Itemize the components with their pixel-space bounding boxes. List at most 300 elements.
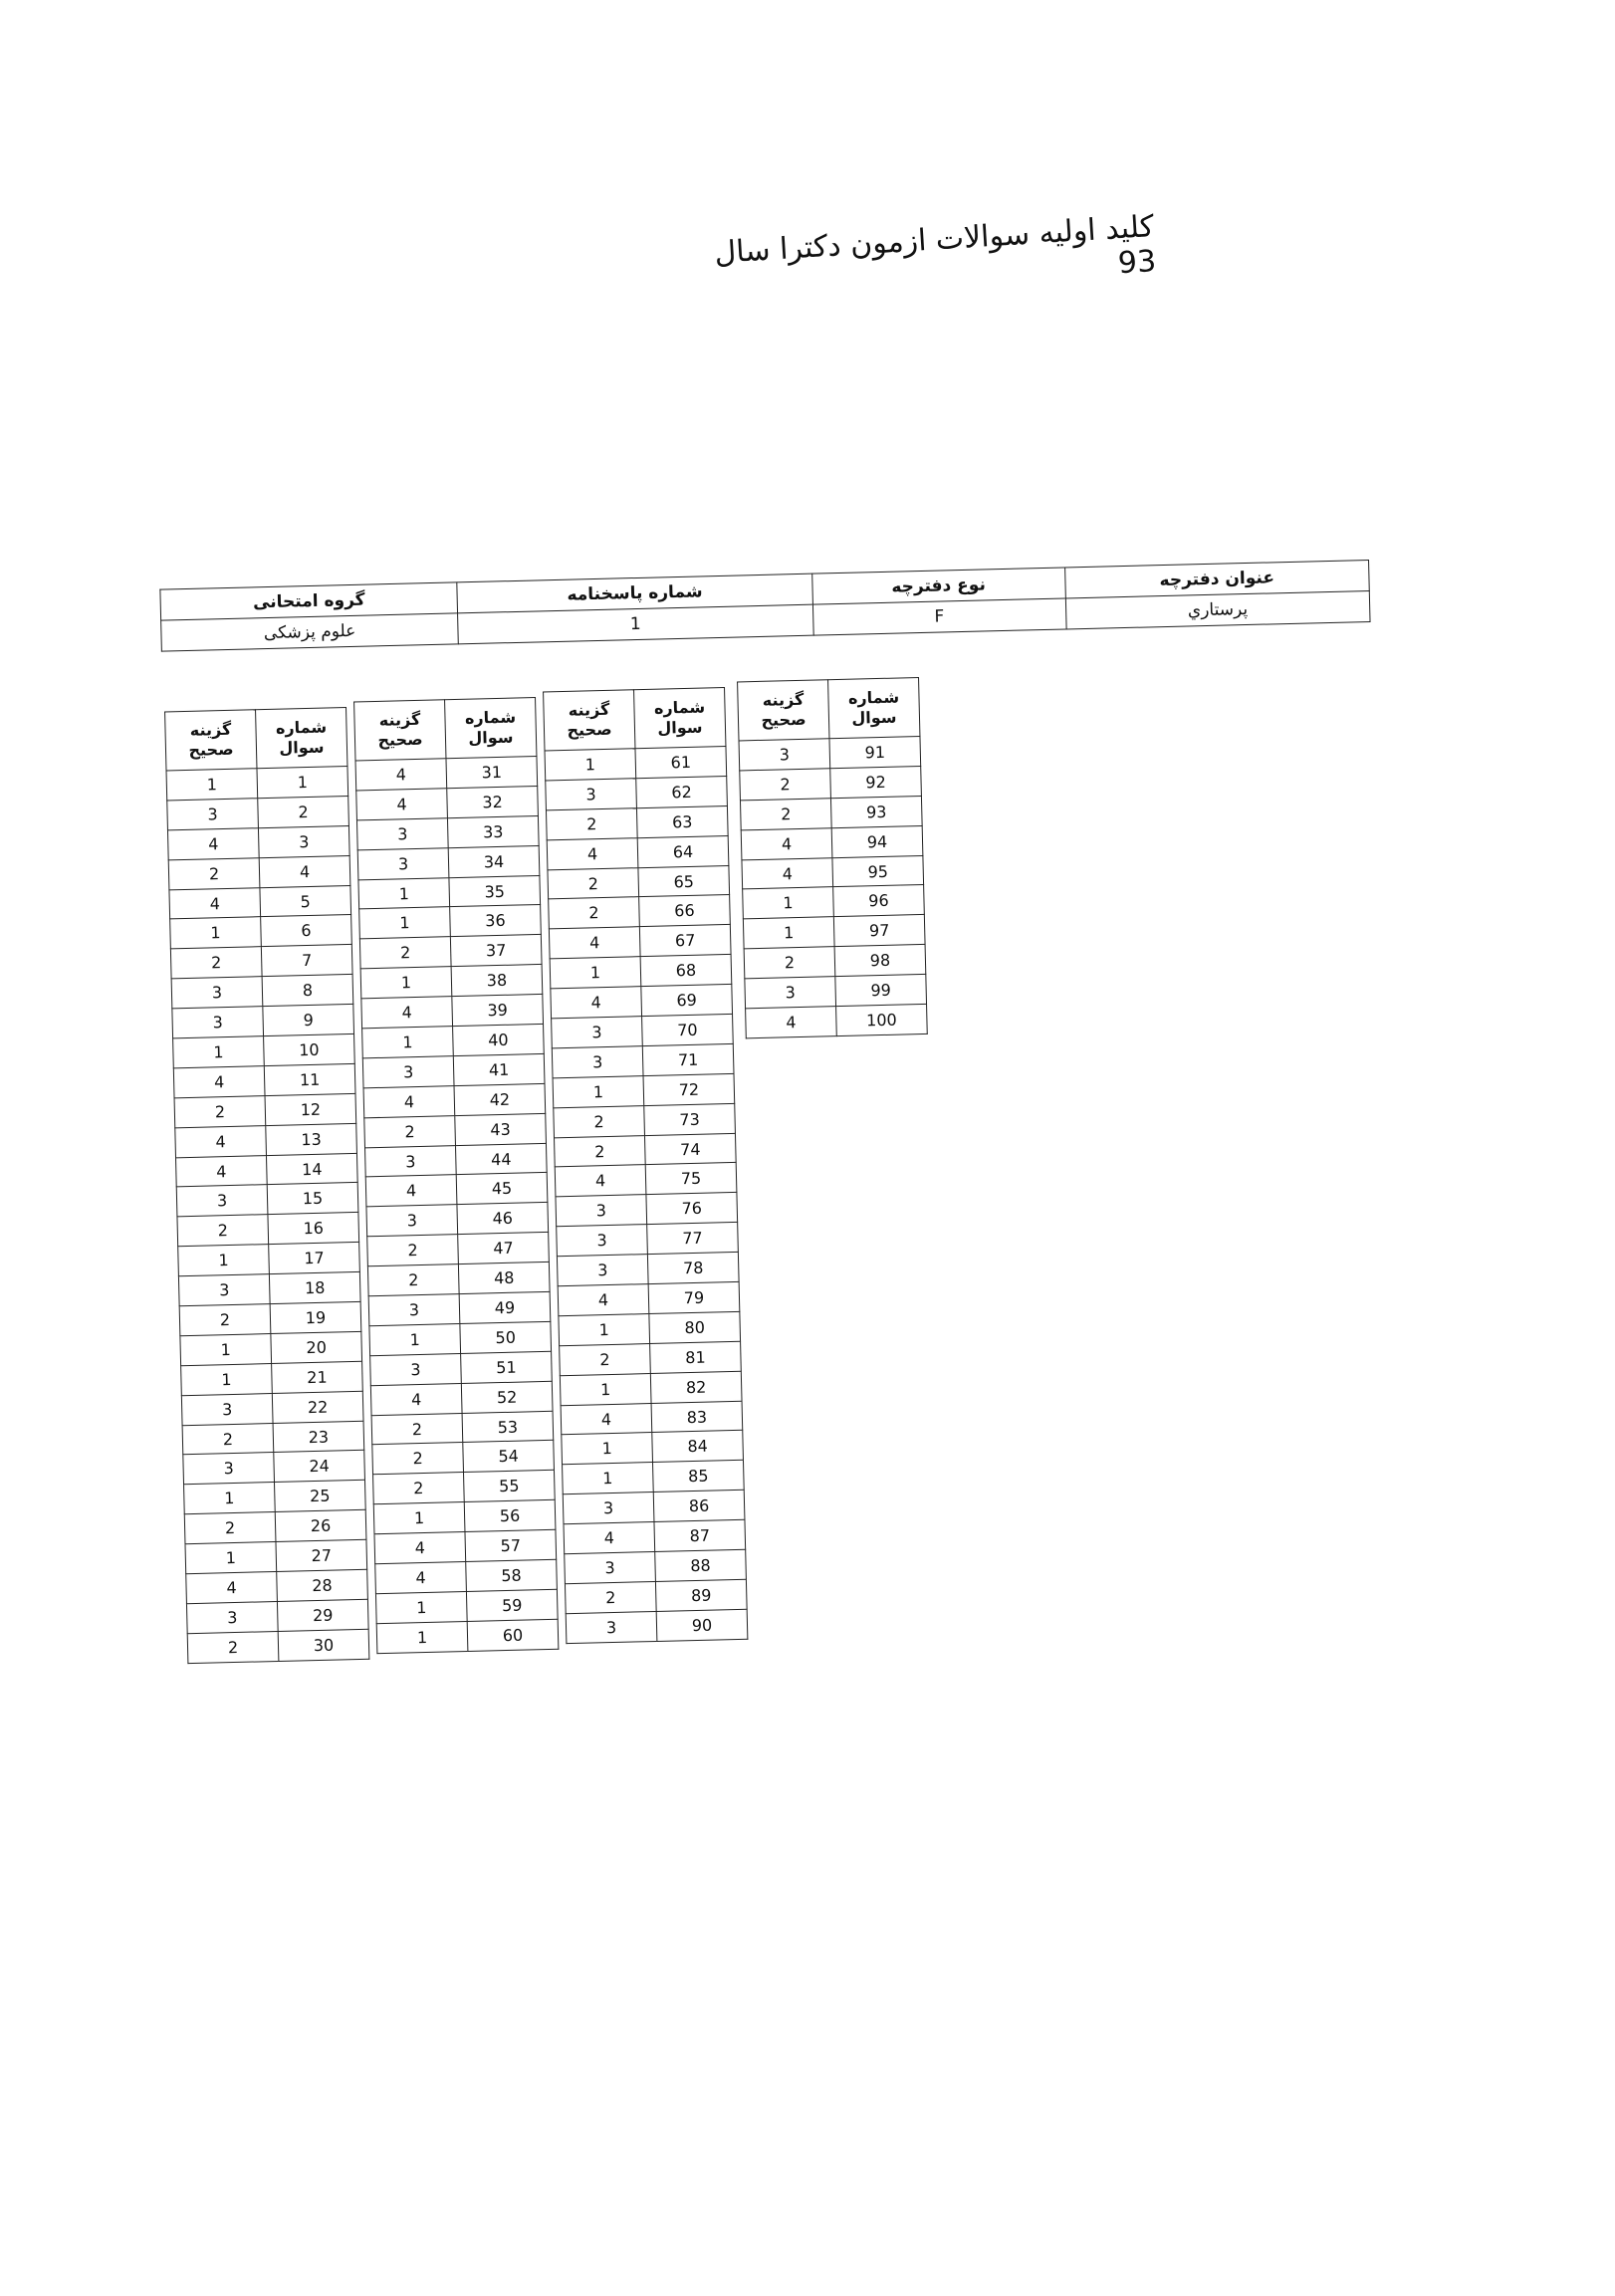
answer-row — [549, 895, 731, 929]
correct-option: 2 — [373, 1473, 465, 1504]
answer-row — [553, 1073, 735, 1107]
answer-table-61-90 — [543, 687, 748, 1644]
answer-row — [559, 1311, 741, 1345]
correct-option: 1 — [184, 1483, 276, 1514]
correct-option: 2 — [744, 947, 835, 979]
question-number: 90 — [656, 1609, 748, 1641]
page-title: کلید اولیه سوالات ازمون دکترا سال 93 — [713, 209, 1158, 282]
question-number: 20 — [271, 1331, 362, 1363]
question-number: 2 — [258, 796, 349, 827]
answer-row — [182, 1421, 364, 1455]
header-line: سوال — [279, 737, 325, 758]
correct-option: 3 — [356, 817, 448, 849]
correct-option: 3 — [176, 1185, 268, 1217]
question-number: 18 — [269, 1271, 360, 1303]
question-number: 67 — [639, 925, 731, 957]
question-number: 15 — [267, 1183, 358, 1215]
booklet-type-value: F — [812, 598, 1066, 635]
correct-option: 1 — [362, 1027, 454, 1058]
question-number: 60 — [467, 1619, 559, 1651]
answer-row — [560, 1371, 742, 1405]
question-number: 53 — [462, 1411, 554, 1443]
header-line: شماره — [464, 707, 517, 728]
question-number: 57 — [465, 1529, 557, 1561]
answer-row — [168, 855, 350, 889]
exam-group-value: علوم پزشکی — [161, 613, 459, 651]
correct-option: 2 — [740, 798, 831, 829]
answer-row — [166, 766, 348, 800]
question-number: 87 — [654, 1519, 746, 1551]
correct-option: 1 — [559, 1313, 650, 1345]
answer-row — [375, 1559, 558, 1593]
header-line: سوال — [468, 727, 514, 748]
question-number: 32 — [447, 786, 539, 817]
answer-row — [180, 1331, 362, 1365]
answer-row — [365, 1143, 548, 1177]
correct-option: 3 — [178, 1274, 270, 1306]
answer-row — [547, 835, 729, 869]
correct-option: 2 — [546, 807, 637, 839]
answer-row — [546, 805, 728, 839]
correct-option: 4 — [551, 987, 642, 1019]
header-line: گزینه — [378, 709, 421, 730]
question-number: 61 — [635, 746, 727, 778]
correct-option: 3 — [362, 1056, 454, 1088]
question-number: 85 — [653, 1461, 745, 1492]
correct-option: 2 — [560, 1343, 651, 1375]
question-number: 71 — [642, 1043, 734, 1075]
correct-option: 3 — [186, 1601, 278, 1633]
header-line: شماره — [275, 717, 328, 738]
question-number: 21 — [272, 1361, 363, 1393]
correct-option: 1 — [359, 907, 451, 939]
correct-option: 4 — [175, 1125, 267, 1157]
answer-table-header-row — [354, 698, 537, 761]
correct-option: 3 — [552, 1046, 643, 1078]
question-number: 89 — [655, 1579, 747, 1611]
question-number: 96 — [833, 885, 925, 917]
answer-row — [179, 1301, 361, 1335]
header-line: سوال — [657, 717, 703, 738]
answer-row — [743, 885, 925, 919]
correct-option: 4 — [564, 1522, 655, 1554]
correct-option: 4 — [365, 1175, 457, 1207]
question-number-header — [445, 698, 537, 759]
question-number: 14 — [266, 1153, 357, 1185]
header-line: صحیح — [188, 739, 234, 760]
correct-option: 1 — [360, 967, 452, 999]
correct-option: 2 — [367, 1235, 459, 1266]
answer-row — [554, 1103, 736, 1137]
answer-row — [371, 1411, 554, 1445]
answer-row — [359, 935, 542, 969]
answer-row — [740, 796, 922, 829]
correct-option: 3 — [181, 1393, 273, 1425]
correct-option: 4 — [356, 789, 448, 820]
answer-row — [552, 1014, 734, 1047]
question-number: 42 — [454, 1083, 546, 1115]
correct-option: 4 — [186, 1572, 278, 1604]
answer-row — [362, 1024, 545, 1057]
correct-option: 1 — [545, 749, 636, 781]
correct-option: 3 — [552, 1017, 643, 1048]
question-number: 22 — [272, 1391, 363, 1423]
answer-row — [743, 915, 925, 949]
question-number: 3 — [258, 825, 349, 857]
question-number: 76 — [646, 1193, 738, 1225]
exam-info-table — [159, 560, 1370, 652]
correct-option: 1 — [560, 1373, 651, 1405]
answer-row — [170, 945, 352, 979]
answer-row — [184, 1510, 366, 1544]
answer-row — [364, 1113, 547, 1147]
correct-option: 2 — [168, 857, 260, 889]
question-number: 72 — [643, 1073, 735, 1105]
question-number: 86 — [653, 1491, 745, 1522]
answer-row — [177, 1213, 359, 1247]
question-number: 33 — [447, 815, 539, 847]
answer-row — [367, 1233, 550, 1266]
correct-option: 1 — [743, 917, 834, 949]
question-number: 55 — [464, 1471, 556, 1502]
correct-option: 3 — [563, 1492, 654, 1524]
question-number: 19 — [270, 1301, 361, 1333]
correct-option: 3 — [365, 1145, 457, 1177]
question-number: 95 — [832, 855, 924, 887]
question-number: 79 — [648, 1281, 740, 1313]
question-number: 77 — [647, 1223, 739, 1255]
question-number: 62 — [636, 776, 728, 807]
correct-option: 1 — [563, 1463, 654, 1494]
question-number: 49 — [459, 1291, 551, 1323]
correct-option: 4 — [167, 827, 259, 859]
correct-option: 1 — [373, 1502, 465, 1534]
correct-option: 3 — [357, 847, 449, 879]
answer-row — [178, 1243, 360, 1276]
correct-option: 4 — [549, 927, 640, 959]
answer-row — [740, 766, 922, 800]
answer-row — [181, 1361, 363, 1395]
correct-option: 3 — [172, 1007, 264, 1038]
answer-row — [175, 1123, 357, 1157]
question-number: 1 — [257, 766, 348, 798]
answer-row — [366, 1203, 549, 1237]
question-number: 88 — [655, 1549, 747, 1581]
correct-option: 3 — [566, 1611, 657, 1643]
correct-option: 2 — [174, 1095, 266, 1127]
question-number: 68 — [640, 955, 732, 987]
question-number: 43 — [455, 1113, 547, 1145]
question-number: 66 — [639, 895, 731, 927]
answer-row — [373, 1471, 556, 1504]
question-number: 16 — [268, 1213, 359, 1245]
answer-row — [356, 786, 539, 819]
question-number: 31 — [446, 756, 538, 788]
correct-option: 2 — [184, 1512, 276, 1544]
answer-row — [362, 1053, 545, 1087]
question-number: 9 — [263, 1005, 354, 1036]
correct-option: 3 — [565, 1552, 656, 1584]
correct-option: 2 — [359, 937, 451, 969]
question-number: 84 — [652, 1431, 744, 1463]
answer-table-header-row — [544, 688, 726, 751]
question-number: 25 — [275, 1481, 366, 1512]
answer-row — [186, 1599, 368, 1633]
answer-row — [561, 1401, 743, 1435]
answer-row — [184, 1481, 366, 1514]
answer-row — [169, 885, 351, 919]
answer-row — [564, 1519, 746, 1553]
question-number: 83 — [651, 1401, 743, 1433]
correct-option: 2 — [372, 1443, 464, 1475]
question-number: 78 — [647, 1252, 739, 1283]
question-number: 51 — [461, 1351, 553, 1383]
correct-option: 1 — [181, 1363, 273, 1395]
answer-row — [552, 1043, 734, 1077]
answer-table-header-row — [165, 708, 347, 771]
answer-table-1-30 — [164, 707, 369, 1664]
booklet-title-value: پرستاري — [1065, 591, 1370, 629]
question-number: 24 — [274, 1451, 365, 1483]
answer-row — [357, 845, 540, 879]
correct-option: 4 — [555, 1165, 646, 1197]
correct-option: 4 — [361, 997, 453, 1029]
question-number-header — [828, 678, 920, 739]
answer-row — [181, 1391, 363, 1425]
question-number: 54 — [463, 1441, 555, 1473]
answer-row — [355, 756, 538, 790]
answer-row — [369, 1321, 552, 1355]
correct-option: 2 — [554, 1105, 645, 1137]
answer-row — [373, 1500, 556, 1534]
exam-group-header: گروه امتحانی — [160, 582, 458, 620]
correct-option: 1 — [178, 1245, 270, 1276]
question-number: 59 — [466, 1589, 558, 1621]
correct-option: 1 — [562, 1433, 653, 1465]
answer-table-31-60 — [353, 697, 559, 1654]
answer-row — [744, 945, 926, 979]
answer-row — [562, 1431, 744, 1465]
question-number: 92 — [830, 766, 922, 798]
answer-row — [375, 1589, 558, 1623]
correct-option: 2 — [371, 1413, 463, 1445]
correct-option: 2 — [187, 1631, 279, 1663]
answer-row — [183, 1451, 365, 1485]
answer-sheet-number-header: شماره پاسخنامه — [457, 574, 812, 613]
question-number-header — [634, 688, 726, 749]
header-line: گزینه — [762, 689, 805, 710]
answer-row — [372, 1441, 555, 1475]
answer-row — [563, 1461, 745, 1494]
correct-option: 1 — [743, 887, 834, 919]
answer-row — [185, 1539, 367, 1573]
correct-option: 4 — [370, 1383, 462, 1415]
answer-row — [174, 1093, 356, 1127]
header-line: صحیح — [377, 729, 423, 750]
answer-row — [187, 1629, 369, 1663]
question-number: 11 — [264, 1063, 355, 1095]
answer-row — [176, 1153, 358, 1187]
question-number: 6 — [261, 915, 352, 947]
answer-row — [549, 925, 731, 959]
question-number: 23 — [273, 1421, 364, 1453]
question-number: 47 — [458, 1233, 550, 1264]
correct-option: 2 — [182, 1423, 274, 1455]
question-number: 56 — [464, 1500, 556, 1532]
question-number: 81 — [650, 1341, 742, 1373]
answer-row — [557, 1252, 739, 1285]
answer-row — [376, 1619, 559, 1653]
question-number: 52 — [461, 1381, 553, 1413]
question-number: 13 — [266, 1123, 357, 1155]
correct-option: 1 — [553, 1075, 644, 1107]
question-number: 65 — [638, 865, 730, 897]
answer-row — [558, 1281, 740, 1315]
question-number: 29 — [277, 1599, 368, 1631]
answer-row — [739, 736, 921, 770]
correct-option: 3 — [556, 1195, 647, 1227]
correct-option: 1 — [173, 1036, 265, 1068]
answer-row — [171, 975, 353, 1009]
answer-row — [550, 955, 732, 989]
correct-option: 3 — [739, 739, 830, 771]
question-number: 50 — [460, 1321, 552, 1353]
correct-option: 2 — [548, 867, 639, 899]
question-number: 46 — [457, 1203, 549, 1235]
answer-row — [555, 1163, 737, 1197]
header-line: سوال — [851, 707, 897, 728]
answer-row — [556, 1193, 738, 1227]
question-number: 75 — [645, 1163, 737, 1195]
answer-row — [167, 796, 349, 829]
answer-sheet-number-value: 1 — [458, 604, 813, 644]
question-number: 99 — [835, 975, 927, 1007]
question-number: 80 — [649, 1311, 741, 1343]
correct-option: 4 — [355, 759, 447, 791]
question-number: 5 — [260, 885, 351, 917]
question-number: 39 — [452, 995, 544, 1027]
question-number: 40 — [453, 1024, 545, 1055]
answer-row — [167, 825, 349, 859]
answer-row — [745, 975, 927, 1009]
correct-option: 3 — [183, 1453, 275, 1485]
answer-row — [546, 776, 728, 809]
booklet-type-header: نوع دفترچه — [811, 568, 1065, 604]
question-number: 98 — [834, 945, 926, 977]
header-line: صحیح — [567, 719, 612, 740]
answer-table-header-row — [738, 678, 920, 741]
answer-row — [368, 1291, 551, 1325]
question-number: 36 — [450, 905, 542, 937]
question-number: 91 — [829, 736, 921, 768]
answer-row — [173, 1063, 355, 1097]
question-number: 34 — [448, 845, 540, 877]
question-number: 45 — [456, 1173, 548, 1205]
answer-row — [172, 1005, 354, 1038]
correct-option: 3 — [171, 977, 263, 1009]
correct-option: 1 — [185, 1542, 277, 1574]
correct-option: 2 — [177, 1215, 269, 1247]
correct-option: 2 — [555, 1135, 646, 1167]
question-number: 74 — [644, 1133, 736, 1165]
question-number-header — [256, 708, 347, 769]
header-line: شماره — [847, 687, 900, 708]
header-line: گزینه — [568, 699, 610, 720]
correct-option: 3 — [745, 977, 836, 1009]
answer-row — [555, 1133, 737, 1167]
correct-option: 2 — [179, 1304, 271, 1336]
header-line: شماره — [653, 697, 706, 718]
question-number: 63 — [636, 805, 728, 837]
question-number: 69 — [641, 985, 733, 1017]
question-number: 73 — [644, 1103, 736, 1135]
question-number: 7 — [261, 945, 352, 977]
question-number: 12 — [265, 1093, 356, 1125]
answer-row — [370, 1351, 553, 1385]
correct-option: 1 — [375, 1591, 467, 1623]
correct-option: 4 — [363, 1085, 455, 1117]
answer-row — [365, 1173, 548, 1207]
correct-option: 2 — [364, 1115, 456, 1147]
question-number: 8 — [262, 975, 353, 1007]
answer-row — [560, 1341, 742, 1375]
question-number: 48 — [458, 1262, 550, 1293]
correct-option: 4 — [547, 837, 638, 869]
answer-row — [746, 1004, 928, 1037]
answer-row — [367, 1262, 550, 1295]
question-number: 17 — [269, 1243, 360, 1274]
header-line: صحیح — [761, 709, 807, 730]
correct-option: 1 — [358, 877, 450, 909]
correct-option-header — [354, 700, 446, 761]
correct-option: 4 — [169, 887, 261, 919]
answer-row — [548, 865, 730, 899]
question-number: 58 — [466, 1559, 558, 1591]
correct-option: 2 — [549, 897, 640, 929]
correct-option: 1 — [550, 957, 641, 989]
question-number: 35 — [449, 875, 541, 907]
correct-option: 1 — [170, 917, 262, 949]
question-number: 70 — [642, 1014, 734, 1045]
answer-row — [178, 1271, 360, 1305]
correct-option: 2 — [367, 1264, 459, 1296]
question-number: 28 — [277, 1569, 368, 1601]
answer-row — [374, 1529, 557, 1563]
correct-option: 3 — [557, 1255, 648, 1286]
answer-row — [370, 1381, 553, 1415]
correct-option-header — [738, 680, 829, 741]
question-number: 44 — [455, 1143, 547, 1175]
booklet-title-header: عنوان دفترچه — [1064, 561, 1369, 598]
question-number: 27 — [276, 1539, 367, 1571]
correct-option: 2 — [170, 947, 262, 979]
question-number: 41 — [453, 1053, 545, 1085]
answer-row — [360, 965, 543, 999]
answer-row — [551, 985, 733, 1019]
answer-row — [566, 1609, 748, 1643]
correct-option: 1 — [180, 1333, 272, 1365]
correct-option: 1 — [376, 1621, 468, 1653]
answer-row — [170, 915, 352, 949]
correct-option-header — [165, 710, 257, 771]
question-number: 4 — [259, 855, 350, 887]
question-number: 93 — [830, 796, 922, 827]
answer-row — [358, 875, 541, 909]
correct-option: 4 — [374, 1532, 466, 1564]
question-number: 38 — [451, 965, 543, 997]
correct-option: 3 — [366, 1205, 458, 1237]
correct-option: 3 — [546, 779, 637, 810]
